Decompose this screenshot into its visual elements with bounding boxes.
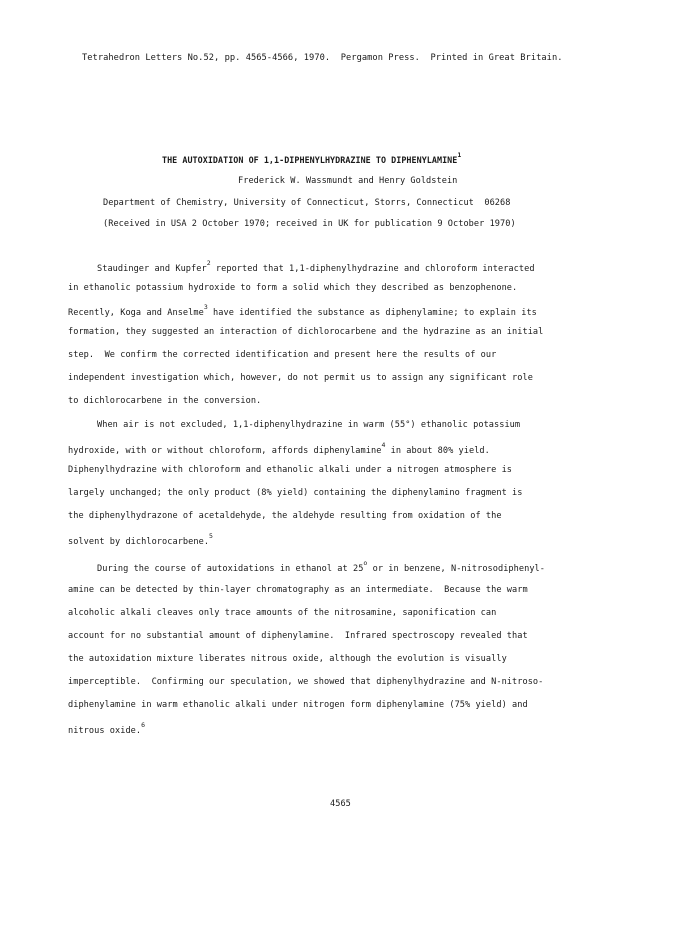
body-line: imperceptible. Confirming our speculation, we showed that diphenylhydrazine and N-nitroso- (68, 677, 544, 687)
body-line: diphenylamine in warm ethanolic alkali under nitrogen form diphenylamine (75% yield) and (68, 700, 528, 710)
footnote-ref: 5 (209, 532, 214, 540)
body-line: largely unchanged; the only product (8% yield) containing the diphenylamino fragment is (68, 488, 523, 498)
degree-mark: o (363, 559, 368, 567)
body-line (68, 441, 490, 456)
body-line: in ethanolic potassium hydroxide to form a solid which they described as benzophenone. (68, 283, 518, 293)
line-text: hydroxide, with or without chloroform, affords diphenylamine (68, 445, 382, 456)
title-footnote-ref: 1 (457, 151, 462, 159)
body-line: amine can be detected by thin-layer chromatography as an intermediate. Because the warm (68, 585, 528, 595)
body-line (68, 721, 146, 736)
body-line: the diphenylhydrazone of acetaldehyde, the aldehyde resulting from oxidation of the (68, 511, 502, 521)
footnote-ref: 2 (206, 259, 211, 267)
body-line: formation, they suggested an interaction of dichlorocarbene and the hydrazine as an initial (68, 327, 544, 337)
line-text: Recently, Koga and Anselme (68, 307, 204, 318)
line-text: have identified the substance as diphenylamine; to explain its (207, 307, 537, 318)
footnote-ref: 4 (381, 441, 386, 449)
body-line: alcoholic alkali cleaves only trace amounts of the nitrosamine, saponification can (68, 608, 497, 618)
affiliation-line: Department of Chemistry, University of Connecticut, Storrs, Connecticut 06268 (103, 198, 511, 208)
body-line: the autoxidation mixture liberates nitrous oxide, although the evolution is visually (68, 654, 507, 664)
article-title (162, 151, 462, 165)
body-line: to dichlorocarbene in the conversion. (68, 396, 262, 406)
line-text: During the course of autoxidations in ethanol at 25 (97, 563, 364, 574)
page-number: 4565 (330, 799, 351, 809)
body-line: When air is not excluded, 1,1-diphenylhydrazine in warm (55°) ethanolic potassium (97, 420, 521, 430)
article-title-text: THE AUTOXIDATION OF 1,1-DIPHENYLHYDRAZINE TO DIPHENYLAMINE (162, 154, 458, 165)
line-text: Staudinger and Kupfer (97, 263, 207, 274)
body-line: step. We confirm the corrected identification and present here the results of our (68, 350, 497, 360)
body-line (97, 259, 535, 274)
received-dates: (Received in USA 2 October 1970; received in UK for publication 9 October 1970) (103, 219, 516, 229)
body-line: account for no substantial amount of diphenylamine. Infrared spectroscopy revealed that (68, 631, 528, 641)
running-header: Tetrahedron Letters No.52, pp. 4565-4566, 1970. Pergamon Press. Printed in Great Britain. (82, 53, 563, 63)
body-line: independent investigation which, however, do not permit us to assign any significant role (68, 373, 533, 383)
line-text: nitrous oxide. (68, 725, 142, 736)
footnote-ref: 3 (203, 303, 208, 311)
line-text: or in benzene, N-nitrosodiphenyl- (367, 563, 546, 574)
body-line (68, 532, 214, 547)
body-line (68, 303, 537, 318)
author-line: Frederick W. Wassmundt and Henry Goldstein (238, 176, 458, 186)
body-line (97, 559, 546, 574)
body-line: Diphenylhydrazine with chloroform and ethanolic alkali under a nitrogen atmosphere is (68, 465, 513, 475)
line-text: reported that 1,1-diphenylhydrazine and chloroform interacted (210, 263, 535, 274)
line-text: in about 80% yield. (385, 445, 490, 456)
line-text: solvent by dichlorocarbene. (68, 536, 210, 547)
footnote-ref: 6 (141, 721, 146, 729)
